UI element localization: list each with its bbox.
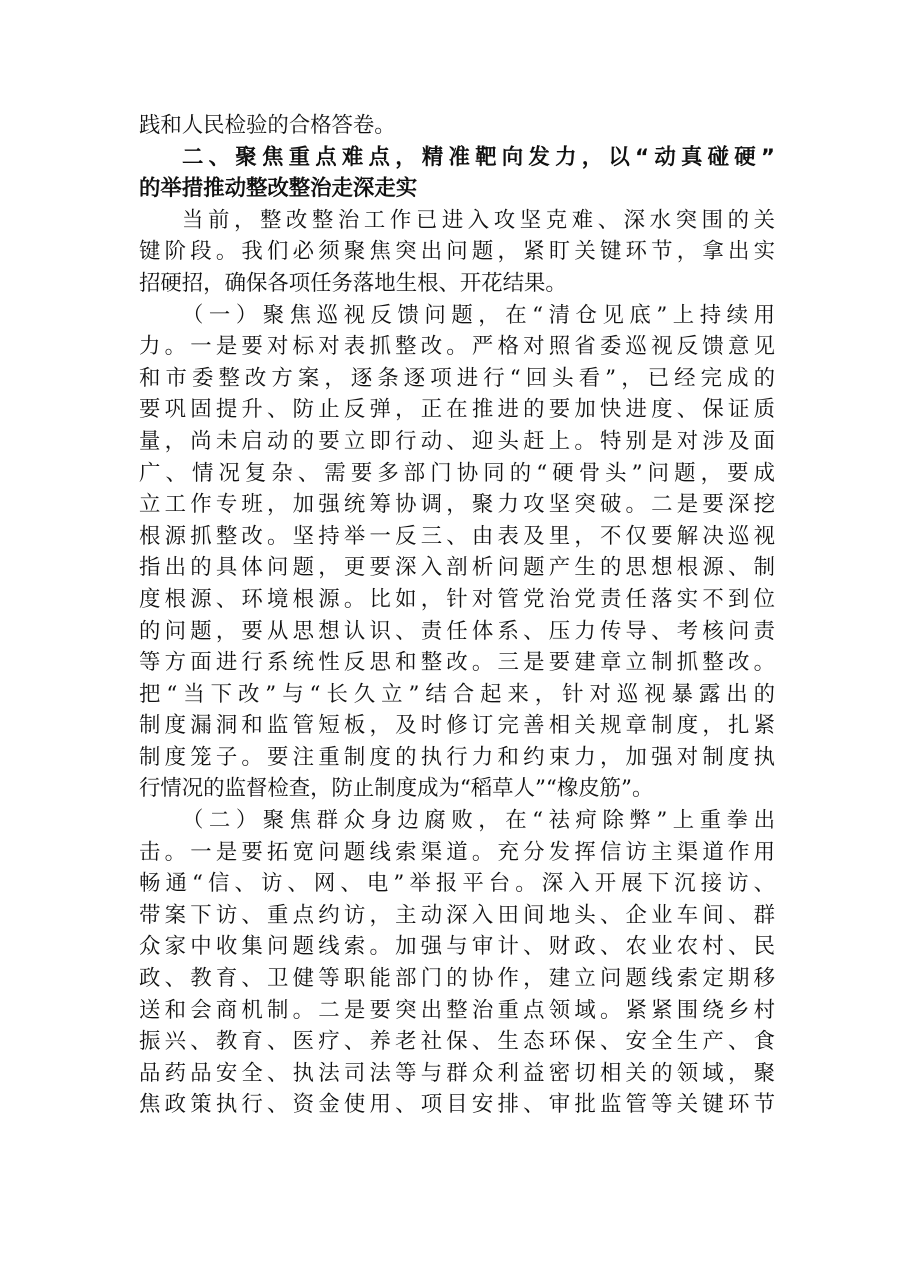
paragraph-line: 等方面进行系统性反思和整改。三是要建章立制抓整改。 (139, 650, 775, 676)
paragraph-line: 制度漏洞和监管短板，及时修订完善相关规章制度，扎紧 (139, 713, 775, 739)
section-heading-line: 的举措推动整改整治走深走实 (139, 176, 418, 202)
paragraph-line: （二）聚焦群众身边腐败，在“祛疴除弊”上重拳出 (182, 808, 775, 834)
paragraph-line: 送和会商机制。二是要突出整治重点领域。紧紧围绕乡村 (139, 997, 775, 1023)
paragraph-line: 键阶段。我们必须聚焦突出问题，紧盯关键环节，拿出实 (139, 239, 775, 265)
paragraph-line: 和市委整改方案，逐条逐项进行“回头看”，已经完成的 (139, 365, 775, 391)
paragraph-line: 焦政策执行、资金使用、项目安排、审批监管等关键环节 (139, 1092, 775, 1118)
paragraph-line: 畅通“信、访、网、电”举报平台。深入开展下沉接访、 (139, 871, 775, 897)
paragraph-line: 量，尚未启动的要立即行动、迎头赶上。特别是对涉及面 (139, 428, 775, 454)
paragraph-line: 当前，整改整治工作已进入攻坚克难、深水突围的关 (182, 207, 775, 233)
paragraph-line: 招硬招，确保各项任务落地生根、开花结果。 (139, 270, 567, 296)
paragraph-line: 广、情况复杂、需要多部门协同的“硬骨头”问题，要成 (139, 460, 775, 486)
paragraph-line: 品药品安全、执法司法等与群众利益密切相关的领域，聚 (139, 1060, 775, 1086)
paragraph-line: 度根源、环境根源。比如，针对管党治党责任落实不到位 (139, 586, 775, 612)
paragraph-line: 力。一是要对标对表抓整改。严格对照省委巡视反馈意见 (139, 334, 775, 360)
paragraph-line: 击。一是要拓宽问题线索渠道。充分发挥信访主渠道作用 (139, 839, 775, 865)
paragraph-line: 根源抓整改。坚持举一反三、由表及里，不仅要解决巡视 (139, 523, 775, 549)
paragraph-line: 振兴、教育、医疗、养老社保、生态环保、安全生产、食 (139, 1029, 775, 1055)
paragraph-line: 践和人民检验的合格答卷。 (139, 113, 396, 138)
paragraph-line: 要巩固提升、防止反弹，正在推进的要加快进度、保证质 (139, 397, 775, 423)
paragraph-line: 行情况的监督检查，防止制度成为“稻草人”“橡皮筋”。 (139, 776, 654, 802)
section-heading-line: 二、聚焦重点难点，精准靶向发力，以“动真碰硬” (182, 144, 775, 170)
paragraph-line: 的问题，要从思想认识、责任体系、压力传导、考核问责 (139, 618, 775, 644)
paragraph-line: 带案下访、重点约访，主动深入田间地头、企业车间、群 (139, 902, 775, 928)
paragraph-line: 立工作专班，加强统筹协调，聚力攻坚突破。二是要深挖 (139, 492, 775, 518)
paragraph-line: 众家中收集问题线索。加强与审计、财政、农业农村、民 (139, 934, 775, 960)
paragraph-line: 把“当下改”与“长久立”结合起来，针对巡视暴露出的 (139, 681, 775, 707)
paragraph-line: （一）聚焦巡视反馈问题，在“清仓见底”上持续用 (182, 302, 775, 328)
paragraph-line: 指出的具体问题，更要深入剖析问题产生的思想根源、制 (139, 555, 775, 581)
paragraph-line: 制度笼子。要注重制度的执行力和约束力，加强对制度执 (139, 744, 775, 770)
document-body (139, 110, 775, 1121)
paragraph-line: 政、教育、卫健等职能部门的协作，建立问题线索定期移 (139, 966, 775, 992)
